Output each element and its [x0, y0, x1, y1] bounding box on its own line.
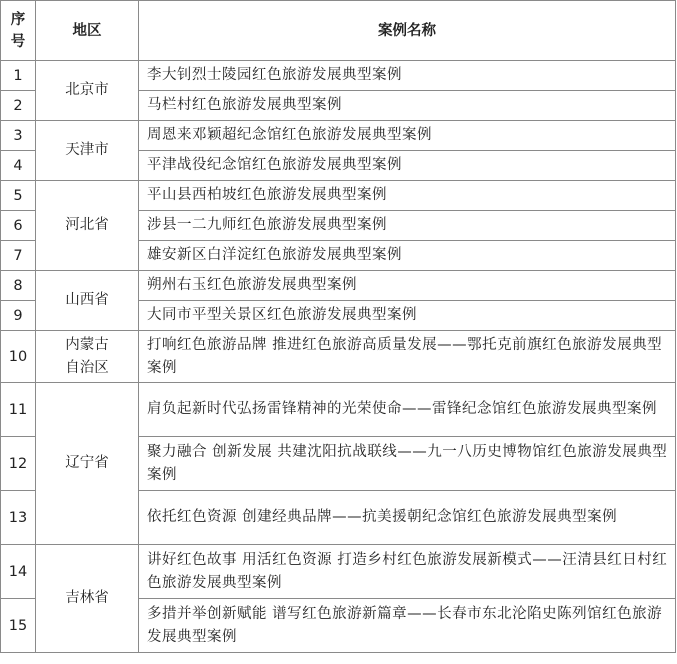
row-index: 15 — [1, 599, 36, 653]
row-region: 天津市 — [36, 121, 139, 181]
row-region: 辽宁省 — [36, 383, 139, 545]
row-case-name: 平山县西柏坡红色旅游发展典型案例 — [139, 181, 676, 211]
row-index: 9 — [1, 301, 36, 331]
row-case-name: 多措并举创新赋能 谱写红色旅游新篇章——长春市东北沦陷史陈列馆红色旅游发展典型案例 — [139, 599, 676, 653]
row-case-name: 李大钊烈士陵园红色旅游发展典型案例 — [139, 61, 676, 91]
row-index: 3 — [1, 121, 36, 151]
index-header-line2: 号 — [10, 33, 26, 50]
row-case-name: 朔州右玉红色旅游发展典型案例 — [139, 271, 676, 301]
row-region: 北京市 — [36, 61, 139, 121]
row-region: 山西省 — [36, 271, 139, 331]
row-region: 吉林省 — [36, 545, 139, 653]
row-index: 4 — [1, 151, 36, 181]
table-row — [1, 121, 676, 151]
row-index: 7 — [1, 241, 36, 271]
row-region: 河北省 — [36, 181, 139, 271]
row-region — [36, 331, 139, 383]
row-index: 5 — [1, 181, 36, 211]
row-region-line2: 自治区 — [65, 359, 109, 376]
row-region-line1: 内蒙古 — [65, 336, 109, 353]
table-row — [1, 271, 676, 301]
row-case-name: 聚力融合 创新发展 共建沈阳抗战联线——九一八历史博物馆红色旅游发展典型案例 — [139, 437, 676, 491]
row-case-name: 涉县一二九师红色旅游发展典型案例 — [139, 211, 676, 241]
table-row — [1, 545, 676, 599]
row-index: 1 — [1, 61, 36, 91]
row-index: 2 — [1, 91, 36, 121]
index-header-line1: 序 — [10, 11, 26, 28]
row-index: 14 — [1, 545, 36, 599]
row-index: 11 — [1, 383, 36, 437]
row-index: 12 — [1, 437, 36, 491]
row-index: 10 — [1, 331, 36, 383]
region-column-header: 地区 — [36, 1, 139, 61]
row-case-name: 大同市平型关景区红色旅游发展典型案例 — [139, 301, 676, 331]
row-index: 13 — [1, 491, 36, 545]
table-row — [1, 331, 676, 383]
row-case-name: 肩负起新时代弘扬雷锋精神的光荣使命——雷锋纪念馆红色旅游发展典型案例 — [139, 383, 676, 437]
table-header-row — [1, 1, 676, 61]
table-row — [1, 61, 676, 91]
row-case-name: 马栏村红色旅游发展典型案例 — [139, 91, 676, 121]
row-case-name: 雄安新区白洋淀红色旅游发展典型案例 — [139, 241, 676, 271]
index-column-header — [1, 1, 36, 61]
table-row — [1, 181, 676, 211]
table-row — [1, 383, 676, 437]
row-index: 6 — [1, 211, 36, 241]
row-index: 8 — [1, 271, 36, 301]
row-case-name: 讲好红色故事 用活红色资源 打造乡村红色旅游发展新模式——汪清县红日村红色旅游发展典型案例 — [139, 545, 676, 599]
row-case-name: 依托红色资源 创建经典品牌——抗美援朝纪念馆红色旅游发展典型案例 — [139, 491, 676, 545]
row-case-name: 打响红色旅游品牌 推进红色旅游高质量发展——鄂托克前旗红色旅游发展典型案例 — [139, 331, 676, 383]
name-column-header: 案例名称 — [139, 1, 676, 61]
row-case-name: 周恩来邓颖超纪念馆红色旅游发展典型案例 — [139, 121, 676, 151]
row-case-name: 平津战役纪念馆红色旅游发展典型案例 — [139, 151, 676, 181]
